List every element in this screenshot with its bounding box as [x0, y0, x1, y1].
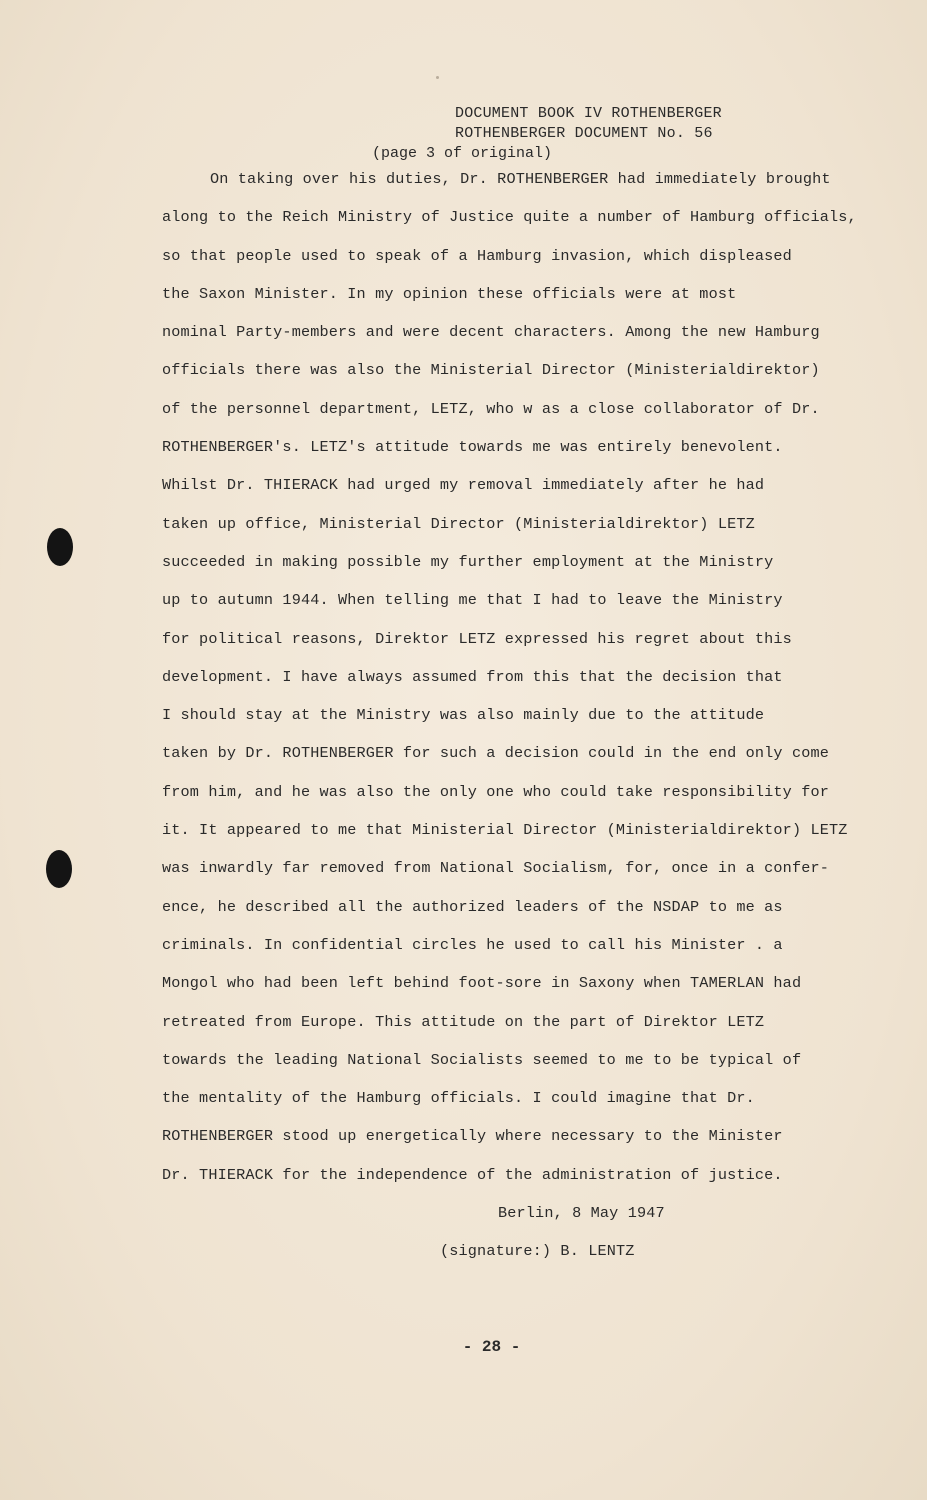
page-note: (page 3 of original)	[372, 145, 553, 162]
punch-hole-top	[47, 528, 73, 566]
body-line: taken up office, Ministerial Director (Ministerialdirektor) LETZ	[162, 514, 755, 533]
body-line: for political reasons, Direktor LETZ expressed his regret about this	[162, 629, 792, 648]
body-line: Mongol who had been left behind foot-sore in Saxony when TAMERLAN had	[162, 974, 802, 993]
body-line: Dr. THIERACK for the independence of the administration of justice.	[162, 1165, 783, 1184]
body-line: ROTHENBERGER's. LETZ's attitude towards me was entirely benevolent.	[162, 438, 783, 457]
body-line: so that people used to speak of a Hamburg invasion, which displeased	[162, 246, 792, 265]
page-number: - 28 -	[462, 1338, 521, 1356]
body-line: retreated from Europe. This attitude on the part of Direktor LETZ	[162, 1012, 765, 1031]
punch-hole-bottom	[46, 850, 72, 888]
body-line: officials there was also the Ministerial Director (Ministerialdirektor)	[162, 361, 820, 380]
body-line: ence, he described all the authorized leaders of the NSDAP to me as	[162, 897, 783, 916]
body-line: nominal Party-members and were decent characters. Among the new Hamburg	[162, 323, 820, 342]
document-header	[455, 104, 722, 144]
header-book-title: DOCUMENT BOOK IV ROTHENBERGER	[455, 105, 722, 122]
header-document-number: ROTHENBERGER DOCUMENT No. 56	[455, 125, 713, 142]
signature-line: (signature:) B. LENTZ	[440, 1242, 635, 1261]
body-line: it. It appeared to me that Ministerial Director (Ministerialdirektor) LETZ	[162, 821, 848, 840]
date-line: Berlin, 8 May 1947	[498, 1204, 665, 1223]
body-line: succeeded in making possible my further employment at the Ministry	[162, 552, 774, 571]
body-line: up to autumn 1944. When telling me that I had to leave the Ministry	[162, 591, 783, 610]
body-text	[162, 160, 892, 1271]
body-line: of the personnel department, LETZ, who w as a close collaborator of Dr.	[162, 399, 820, 418]
body-line: from him, and he was also the only one who could take responsibility for	[162, 782, 830, 801]
body-line: On taking over his duties, Dr. ROTHENBERGER had immediately brought	[210, 170, 831, 188]
body-line: along to the Reich Ministry of Justice quite a number of Hamburg officials,	[162, 208, 857, 227]
body-line: the Saxon Minister. In my opinion these officials were at most	[162, 284, 737, 303]
body-line: criminals. In confidential circles he used to call his Minister . a	[162, 935, 783, 954]
body-line: the mentality of the Hamburg officials. I could imagine that Dr.	[162, 1089, 755, 1108]
body-line: I should stay at the Ministry was also mainly due to the attitude	[162, 706, 765, 725]
body-line: was inwardly far removed from National Socialism, for, once in a confer-	[162, 859, 830, 878]
body-line: towards the leading National Socialists seemed to me to be typical of	[162, 1050, 802, 1069]
body-line: ROTHENBERGER stood up energetically where necessary to the Minister	[162, 1127, 783, 1146]
body-line: taken by Dr. ROTHENBERGER for such a decision could in the end only come	[162, 744, 830, 763]
paper-speck	[436, 76, 439, 79]
body-line: development. I have always assumed from this that the decision that	[162, 667, 783, 686]
body-line: Whilst Dr. THIERACK had urged my removal immediately after he had	[162, 476, 765, 495]
